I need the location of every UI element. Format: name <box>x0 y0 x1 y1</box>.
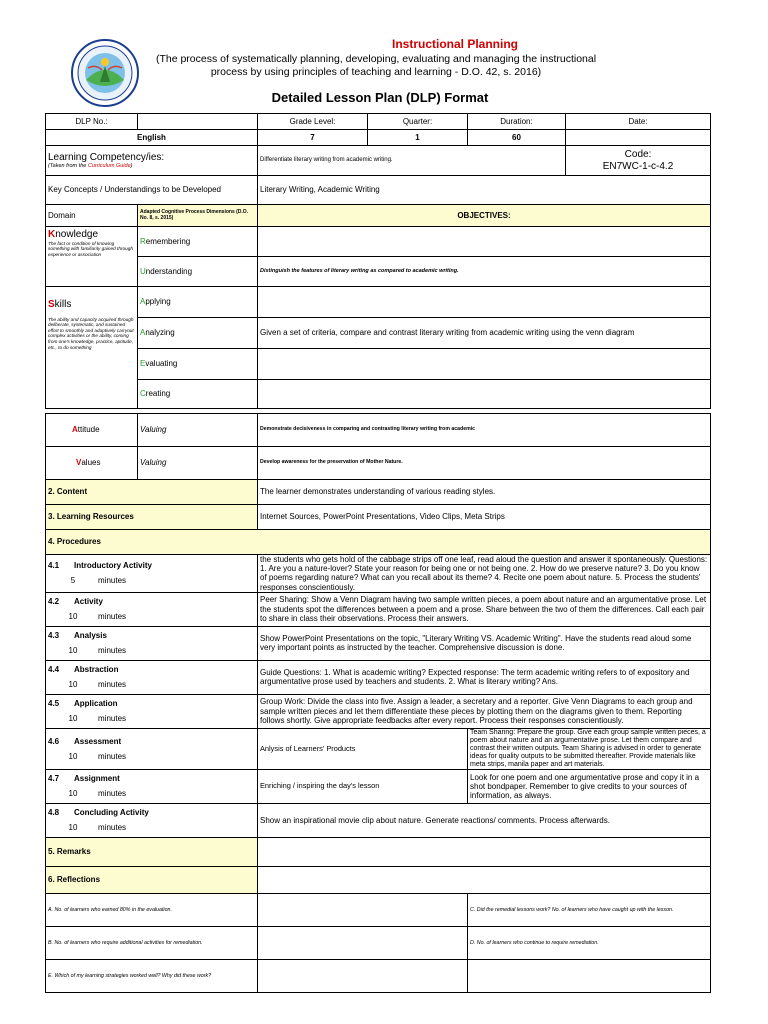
values-process: Valuing <box>138 447 258 480</box>
procedure-text: Show an inspirational movie clip about nature. Generate reactions/ comments. Process afterwards. <box>258 803 711 837</box>
code-cell <box>566 146 711 176</box>
procedure-label-cell <box>46 728 138 769</box>
skills-row-applying <box>46 287 711 318</box>
duration-value[interactable]: 60 <box>468 130 566 146</box>
attitude-label: Attitude <box>46 414 138 447</box>
procedures-label: 4. Procedures <box>46 530 711 555</box>
dlp-no-value[interactable] <box>138 114 258 130</box>
procedure-row <box>46 626 711 660</box>
procedure-label-cell <box>46 660 258 694</box>
remarks-label: 5. Remarks <box>46 837 258 866</box>
values-objective: Develop awareness for the preservation of Mother Nature. <box>258 447 711 480</box>
values-label: Values <box>46 447 138 480</box>
competency-row <box>46 146 711 176</box>
procedure-minutes: 10 minutes <box>68 823 127 833</box>
reflections-value[interactable] <box>258 866 711 893</box>
domain-label: Domain <box>46 205 138 227</box>
domain-header-row <box>46 205 711 227</box>
reflection-b-answer[interactable] <box>258 926 468 959</box>
procedure-title: 4.6 Assessment <box>48 736 122 746</box>
remembering-label: Remembering <box>138 227 258 257</box>
procedure-row <box>46 660 711 694</box>
reflection-e-label: E. Which of my learning strategies worked well? Why did these work? <box>46 959 258 992</box>
grade-level-value[interactable]: 7 <box>258 130 368 146</box>
planning-title: Instructional Planning <box>391 37 518 51</box>
reflection-a-answer[interactable] <box>258 893 468 926</box>
analyzing-label: Analyzing <box>138 318 258 349</box>
procedure-label-cell <box>46 555 258 593</box>
procedure-row <box>46 592 711 626</box>
procedure-extra: Anlysis of Learners' Products <box>258 728 468 769</box>
procedure-text: Team Sharing: Prepare the group. Give each group sample written pieces, a poem about nature and an argumentative prose. Let them compare and contrast their written outputs. Team Sharing is advised in order to generate ideas for quality outputs to be submitted thereafter. Provide materials like meta strips, manila paper and art materials. <box>468 728 711 769</box>
competency-label: Learning Competency/ies: <box>48 151 165 163</box>
grade-level-label: Grade Level: <box>258 114 368 130</box>
dlp-format-title: Detailed Lesson Plan (DLP) Format <box>271 90 489 105</box>
remarks-value[interactable] <box>258 837 711 866</box>
code-label: Code: <box>624 149 652 160</box>
process-dimensions-label: Adapted Cognitive Process Dimensions (D.O. No. 8, s. 2015) <box>138 205 258 227</box>
knowledge-row-remembering <box>46 227 711 257</box>
creating-label: Creating <box>138 380 258 409</box>
reflection-a-label: A. No. of learners who earned 80% in the evaluation. <box>46 893 258 926</box>
procedure-row <box>46 555 711 593</box>
procedure-title: 4.1 Introductory Activity <box>48 561 152 571</box>
date-value[interactable] <box>566 130 711 146</box>
objectives-label: OBJECTIVES: <box>258 205 711 227</box>
procedure-label-cell <box>46 626 258 660</box>
procedure-text: Show PowerPoint Presentations on the topic, "Literary Writing VS. Academic Writing". Have the students read aloud some very important points as instructed by the teacher. Comprehensive discussion is done. <box>258 626 711 660</box>
key-concepts-value: Literary Writing, Academic Writing <box>258 176 711 205</box>
skills-objective: Given a set of criteria, compare and contrast literary writing from academic writing using the venn diagram <box>258 318 711 349</box>
skills-row-evaluating <box>46 349 711 380</box>
procedure-minutes: 10 minutes <box>68 646 127 656</box>
code-value: EN7WC-1-c-4.2 <box>602 160 674 172</box>
procedure-text: Group Work: Divide the class into five. Assign a leader, a secretary and a reporter. Give Venn Diagrams to each group and sample written pieces and let them differentiate these pieces by plotting them on the diagrams given to them. Reporting follows shortly. Give appropriate feedbacks after every report. Process their responses conscientiously. <box>258 694 711 728</box>
procedure-title: 4.8 Concluding Activity <box>48 808 149 818</box>
values-row <box>46 447 711 480</box>
deped-seal-logo <box>70 38 140 108</box>
procedure-row <box>46 803 711 837</box>
content-row <box>46 480 711 505</box>
creating-objective <box>258 380 711 409</box>
reflection-c-label: C. Did the remedial lessons work? No. of learners who have caught up with the lesson. <box>468 893 711 926</box>
content-label: 2. Content <box>46 480 258 505</box>
reflections-label: 6. Reflections <box>46 866 258 893</box>
planning-subtitle: (The process of systematically planning, developing, evaluating and managing the instructional process by using principles of teaching and learning - D.O. 42, s. 2016) <box>155 53 597 78</box>
procedure-label-cell <box>46 592 258 626</box>
attitude-objective: Demonstrate decisiveness in comparing and contrasting literary writing from academic <box>258 414 711 447</box>
skills-row-analyzing <box>46 318 711 349</box>
competency-value: Differentiate literary writing from academic writing. <box>258 146 566 176</box>
resources-value: Internet Sources, PowerPoint Presentations, Video Clips, Meta Strips <box>258 505 711 530</box>
procedure-minutes: 5 minutes <box>70 576 127 586</box>
reflections-header-row <box>46 866 711 893</box>
applying-objective <box>258 287 711 318</box>
quarter-value[interactable]: 1 <box>368 130 468 146</box>
resources-label: 3. Learning Resources <box>46 505 258 530</box>
learning-area-value[interactable]: English <box>46 130 258 146</box>
reflection-f-cell[interactable] <box>468 959 711 992</box>
applying-label: Applying <box>138 287 258 318</box>
dlp-no-label: DLP No.: <box>46 114 138 130</box>
skills-row-creating <box>46 380 711 409</box>
procedure-text: Guide Questions: 1. What is academic writing? Expected response: The term academic writing refers to of expository and argumentative prose used by teachers and students. 2. What is literary writing? Ans. <box>258 660 711 694</box>
procedure-minutes: 10 minutes <box>68 714 127 724</box>
quarter-label: Quarter: <box>368 114 468 130</box>
competency-note: (Taken from the Curriculum Guide) <box>48 163 133 170</box>
reflection-row <box>46 893 711 926</box>
reflection-row <box>46 926 711 959</box>
procedure-label-cell <box>46 803 258 837</box>
skills-label: Skills <box>48 299 72 310</box>
key-concepts-label: Key Concepts / Understandings to be Developed <box>46 176 258 205</box>
evaluating-objective <box>258 349 711 380</box>
procedure-row <box>46 769 711 803</box>
procedure-title: 4.5 Application <box>48 699 118 709</box>
competency-label-cell <box>46 146 258 176</box>
procedure-title: 4.3 Analysis <box>48 631 107 641</box>
key-concepts-row <box>46 176 711 205</box>
procedure-text: Look for one poem and one argumentative prose and copy it in a shot bondpaper. Remember to give credits to your sources of information, as always. <box>468 769 711 803</box>
procedure-title: 4.4 Abstraction <box>48 665 119 675</box>
reflection-row <box>46 959 711 992</box>
procedure-minutes: 10 minutes <box>68 680 127 690</box>
procedure-minutes: 10 minutes <box>68 612 127 622</box>
reflection-b-label: B. No. of learners who require additional activities for remediation. <box>46 926 258 959</box>
evaluating-label: Evaluating <box>138 349 258 380</box>
remembering-objective <box>258 227 711 257</box>
reflection-e-answer[interactable] <box>258 959 468 992</box>
procedure-minutes: 10 minutes <box>68 751 127 761</box>
resources-row <box>46 505 711 530</box>
procedure-minutes: 10 minutes <box>68 789 127 799</box>
reflection-d-label: D. No. of learners who continue to require remediation. <box>468 926 711 959</box>
procedure-label-cell <box>46 769 138 803</box>
dlp-table <box>45 113 711 993</box>
knowledge-row-understanding <box>46 257 711 287</box>
procedure-label-cell <box>46 694 258 728</box>
knowledge-cell <box>46 227 138 287</box>
knowledge-label: Knowledge <box>48 229 99 240</box>
skills-cell <box>46 287 138 409</box>
attitude-row <box>46 414 711 447</box>
duration-label: Duration: <box>468 114 566 130</box>
header-values-row <box>46 130 711 146</box>
procedure-extra: Enriching / inspiring the day's lesson <box>258 769 468 803</box>
procedures-header-row <box>46 530 711 555</box>
procedure-title: 4.2 Activity <box>48 597 103 607</box>
header-labels-row <box>46 114 711 130</box>
date-label: Date: <box>566 114 711 130</box>
procedure-row <box>46 728 711 769</box>
skills-description: The ability and capacity acquired through deliberate, systematic, and sustained effort to smoothly and adaptively carryout complex activities or the ability, coming from one's knowledge, practice, aptitude, etc., to do something <box>48 316 134 350</box>
procedure-text: the students who gets hold of the cabbage strips off one leaf, read aloud the question and answer it spontaneously. Questions: 1. Are you a nature-lover? State your reason for being one or not being one. 2. How do we preserve nature? 3. Do you know of poems regarding nature? What can you recall about its theme? 4. Recite one poem about nature. 5. Process the students' responses conscientiously. <box>258 555 711 593</box>
understanding-label: Understanding <box>138 257 258 287</box>
curriculum-guide-link[interactable]: Curriculum Guide <box>87 163 131 170</box>
attitude-process: Valuing <box>138 414 258 447</box>
procedure-row <box>46 694 711 728</box>
content-value: The learner demonstrates understanding of various reading styles. <box>258 480 711 505</box>
procedure-text: Peer Sharing: Show a Venn Diagram having two sample written pieces, a poem about nature and an argumentative prose. Let the students spot the differences between a poem and a prose. Share between the two of them the differences. Call each pair to share in class their observations. Process their answers. <box>258 592 711 626</box>
remarks-row <box>46 837 711 866</box>
understanding-objective: Distinguish the features of literary writing as compared to academic writing. <box>258 257 711 287</box>
procedure-title: 4.7 Assignment <box>48 774 120 784</box>
knowledge-description: The fact or condition of knowing something with familiarity gained through experience or association <box>48 240 133 257</box>
